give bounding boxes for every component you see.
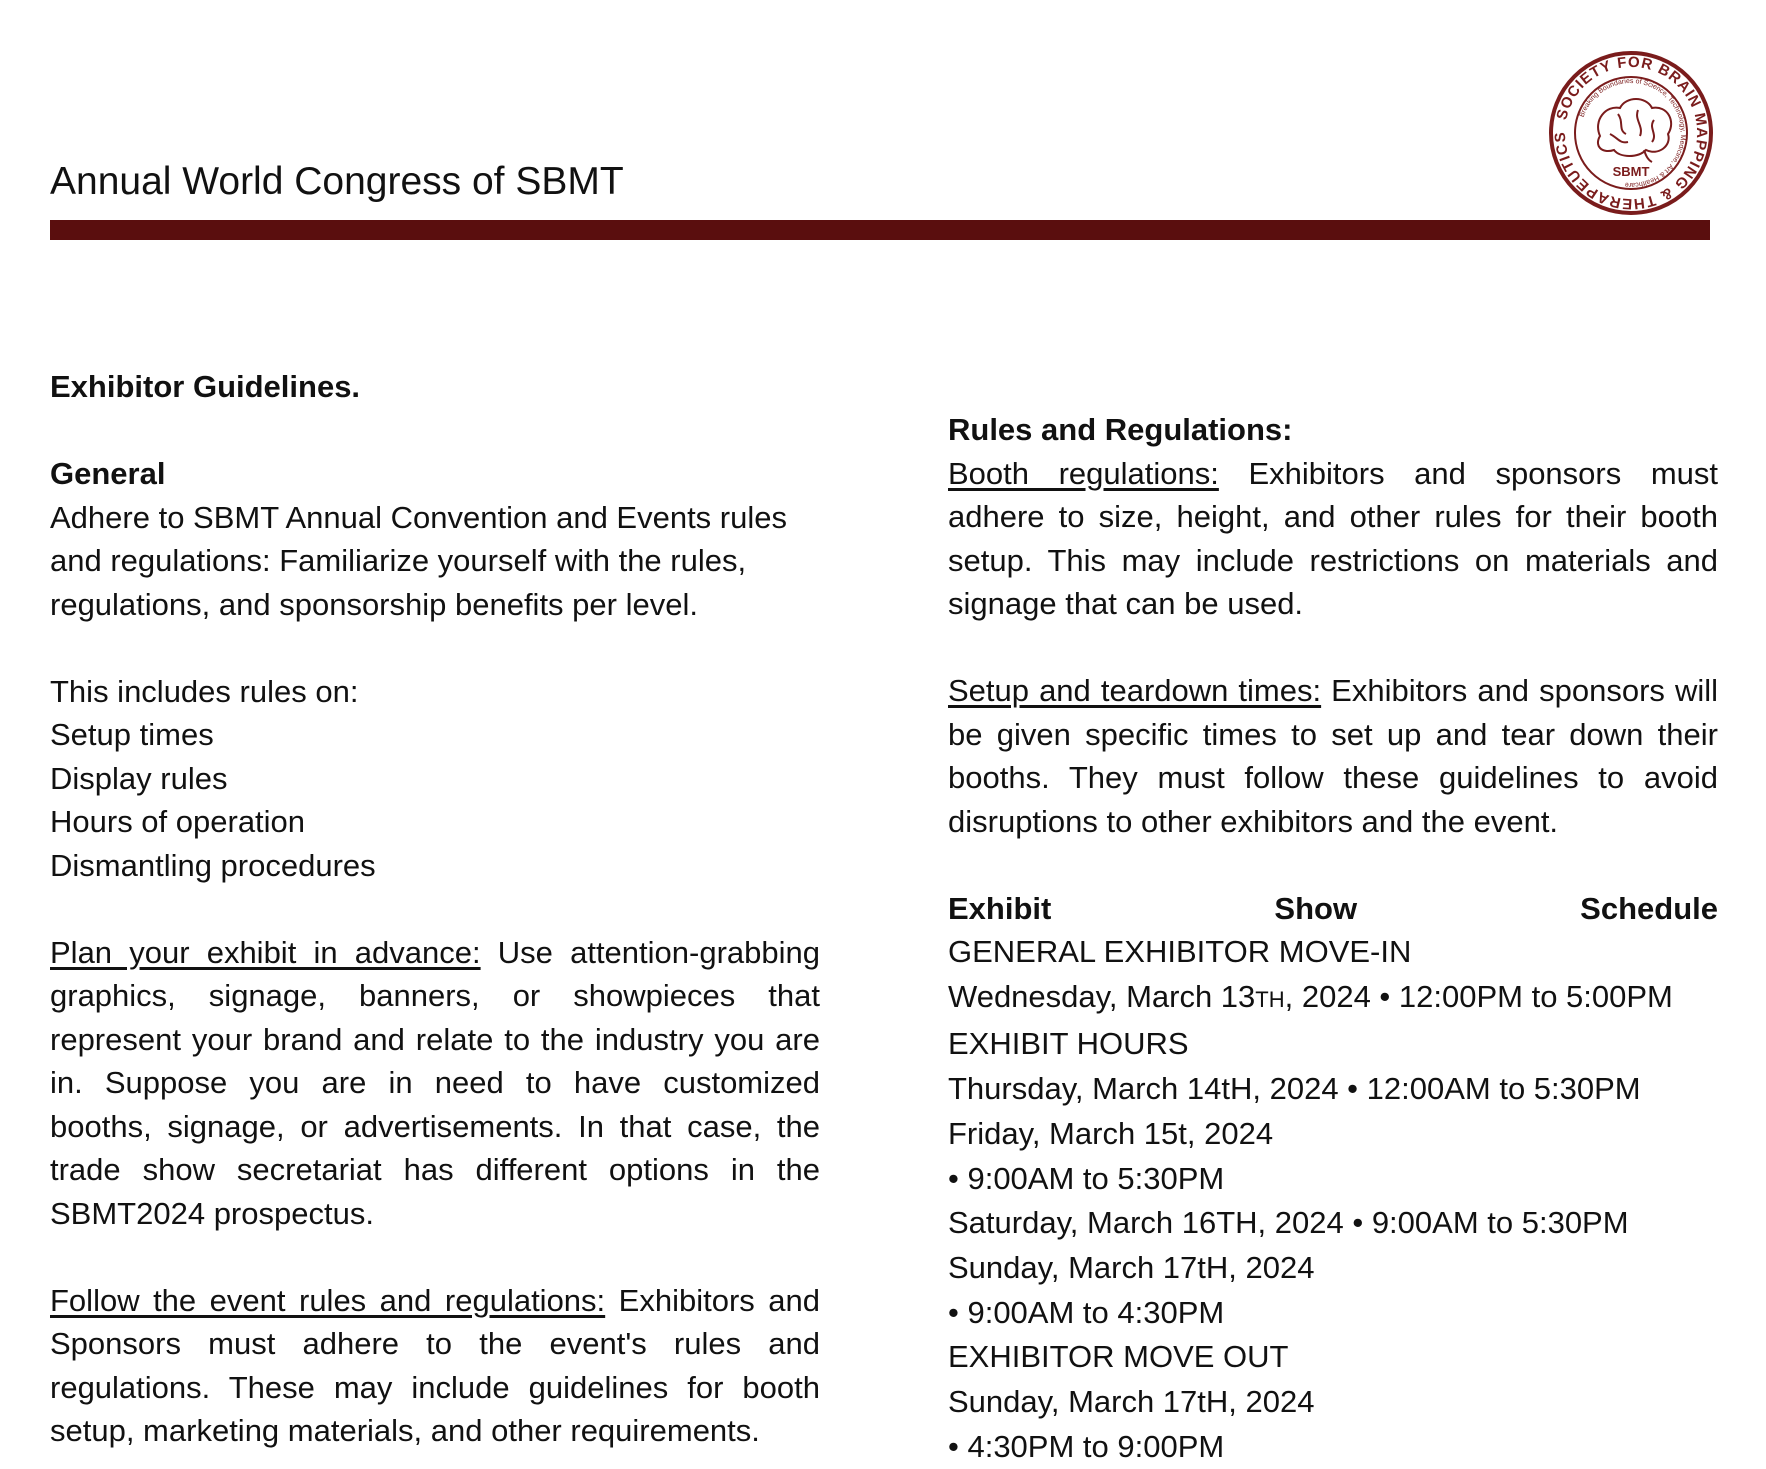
includes-item: Hours of operation (50, 804, 306, 839)
schedule-line: • 9:00AM to 5:30PM (948, 1160, 1225, 1196)
general-line: Adhere to SBMT Annual Convention and Events rules (50, 499, 787, 535)
follow-paragraph (50, 1279, 820, 1453)
includes-item: Setup times (50, 717, 214, 752)
left-column (50, 365, 820, 1453)
general-heading: General (50, 456, 166, 491)
schedule-line: Wednesday, March 13TH, 2024 • 12:00PM to 5:00PM (948, 978, 1673, 1014)
sbmt-logo (1548, 50, 1714, 216)
follow-text: Exhibitors and Sponsors must adhere to the event's rules and regulations. These may include guidelines for booth setup, marketing materials, and other requirements. (50, 1282, 820, 1448)
schedule-heading-word: Exhibit (948, 890, 1052, 926)
logo-ring-text: SOCIETY FOR BRAIN MAPPING & THERAPEUTICS (1551, 53, 1711, 213)
schedule-list (948, 930, 1718, 1469)
schedule-heading-word: Schedule (1580, 890, 1718, 926)
booth-text: Exhibitors and sponsors must adhere to size, height, and other rules for their booth setup. This may include restrictions on materials and signage that can be used. (948, 455, 1718, 621)
header-divider (50, 220, 1710, 240)
includes-intro: This includes rules on: (50, 673, 359, 709)
schedule-line: Saturday, March 16TH, 2024 • 9:00AM to 5:30PM (948, 1205, 1629, 1241)
schedule-heading-word: Show (1274, 890, 1358, 926)
schedule-section-title: EXHIBITOR MOVE OUT (948, 1339, 1289, 1375)
plan-text: Use attention-grabbing graphics, signage, banners, or showpieces that represent your brand and relate to the industry you are in. Suppose you are in need to have customized booths, signage, or advertisements. In that case, the trade show secretariat has different options in the SBMT2024 prospectus. (50, 934, 820, 1231)
general-line: regulations, and sponsorship benefits per level. (50, 586, 698, 622)
setup-label: Setup and teardown times: (948, 673, 1322, 708)
logo-center-label: SBMT (1612, 164, 1650, 179)
schedule-line: • 9:00AM to 4:30PM (948, 1294, 1225, 1330)
general-line: and regulations: Familiarize yourself with the rules, (50, 543, 747, 578)
plan-paragraph (50, 931, 820, 1236)
plan-label: Plan your exhibit in advance: (50, 934, 481, 970)
schedule-line: • 4:30PM to 9:00PM (948, 1428, 1225, 1464)
schedule-heading (948, 887, 1718, 931)
logo-inner-text: Breaking Boundaries of Science, Technology, Medicine, Art & Healthcare (1578, 77, 1687, 189)
doc-title: Exhibitor Guidelines. (50, 369, 361, 404)
schedule-section-title: GENERAL EXHIBITOR MOVE-IN (948, 934, 1412, 969)
schedule-line: Sunday, March 17tH, 2024 (948, 1384, 1315, 1420)
schedule-line: Sunday, March 17tH, 2024 (948, 1249, 1315, 1285)
follow-label: Follow the event rules and regulations: (50, 1282, 606, 1318)
schedule-line: Thursday, March 14tH, 2024 • 12:00AM to 5:30PM (948, 1071, 1641, 1107)
setup-text: Exhibitors and sponsors will be given specific times to set up and tear down their booths. They must follow these guidelines to avoid disruptions to other exhibitors and the event. (948, 673, 1718, 839)
includes-item: Display rules (50, 760, 228, 796)
page-title: Annual World Congress of SBMT (50, 160, 624, 203)
right-column (948, 408, 1718, 1469)
schedule-line: Friday, March 15t, 2024 (948, 1115, 1274, 1151)
includes-item: Dismantling procedures (50, 847, 376, 883)
setup-paragraph (948, 669, 1718, 843)
booth-paragraph (948, 452, 1718, 626)
schedule-section-title: EXHIBIT HOURS (948, 1026, 1189, 1062)
rules-heading: Rules and Regulations: (948, 412, 1293, 447)
booth-label: Booth regulations: (948, 455, 1219, 491)
